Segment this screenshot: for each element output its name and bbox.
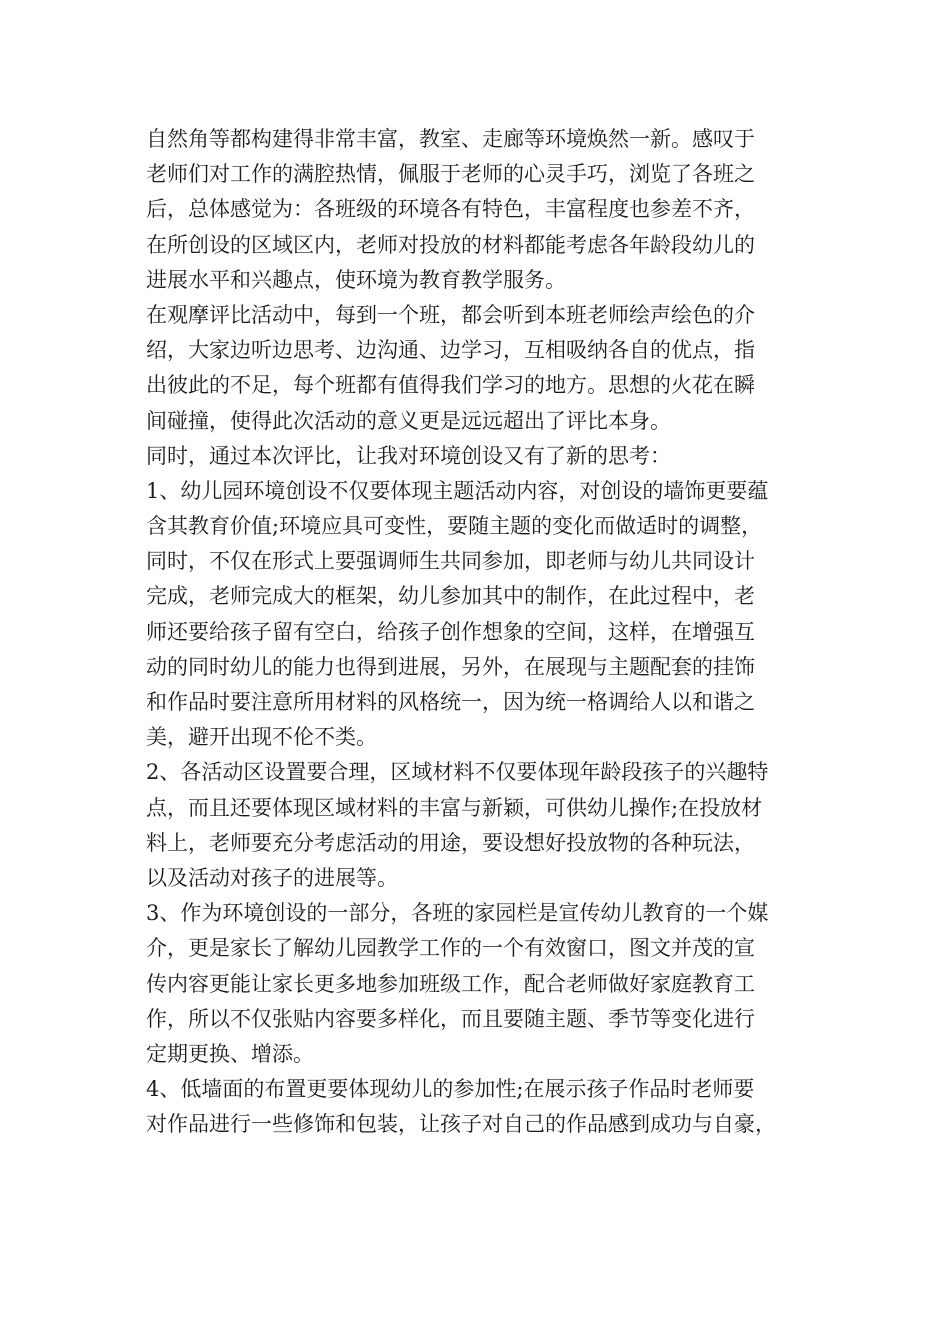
text-line: 出彼此的不足，每个班都有值得我们学习的地方。思想的火花在瞬 <box>146 373 755 398</box>
text-line: 在观摩评比活动中，每到一个班，都会听到本班老师绘声绘色的介 <box>146 302 755 327</box>
text-line: 进展水平和兴趣点，使环境为教育教学服务。 <box>146 267 566 292</box>
text-line: 4、低墙面的布置更要体现幼儿的参加性;在展示孩子作品时老师要 <box>146 1077 755 1102</box>
text-line: 以及活动对孩子的进展等。 <box>146 865 398 890</box>
text-line: 作，所以不仅张贴内容要多样化，而且要随主题、季节等变化进行 <box>146 1006 755 1031</box>
text-line: 料上，老师要充分考虑活动的用途，要设想好投放物的各种玩法， <box>146 830 755 855</box>
text-line: 1、幼儿园环境创设不仅要体现主题活动内容，对创设的墙饰更要蕴 <box>146 478 769 503</box>
text-line: 2、各活动区设置要合理，区域材料不仅要体现年龄段孩子的兴趣特 <box>146 760 769 785</box>
text-line: 定期更换、增添。 <box>146 1041 314 1066</box>
text-line: 对作品进行一些修饰和包装，让孩子对自己的作品感到成功与自豪， <box>146 1112 776 1137</box>
text-line: 间碰撞，使得此次活动的意义更是远远超出了评比本身。 <box>146 408 671 433</box>
text-line: 和作品时要注意所用材料的风格统一，因为统一格调给人以和谐之 <box>146 690 755 714</box>
text-line: 介，更是家长了解幼儿园教学工作的一个有效窗口，图文并茂的宣 <box>146 936 755 961</box>
text-line: 含其教育价值;环境应具可变性，要随主题的变化而做适时的调整， <box>146 514 763 539</box>
text-line: 3、作为环境创设的一部分，各班的家园栏是宣传幼儿教育的一个媒 <box>146 901 769 926</box>
text-line: 美，避开出现不伦不类。 <box>146 725 377 750</box>
text-line: 老师们对工作的满腔热情，佩服于老师的心灵手巧，浏览了各班之 <box>146 162 755 187</box>
text-line: 动的同时幼儿的能力也得到进展，另外，在展现与主题配套的挂饰 <box>146 654 755 679</box>
text-line: 后，总体感觉为：各班级的环境各有特色，丰富程度也参差不齐， <box>146 197 755 222</box>
text-line: 点，而且还要体现区域材料的丰富与新颖，可供幼儿操作;在投放材 <box>146 795 763 820</box>
text-line: 同时，不仅在形式上要强调师生共同参加，即老师与幼儿共同设计 <box>146 549 755 574</box>
text-line: 传内容更能让家长更多地参加班级工作，配合老师做好家庭教育工 <box>146 971 755 996</box>
text-line: 自然角等都构建得非常丰富，教室、走廊等环境焕然一新。感叹于 <box>146 127 755 151</box>
text-line: 师还要给孩子留有空白，给孩子创作想象的空间，这样，在增强互 <box>146 619 755 644</box>
body-text <box>146 122 836 1142</box>
text-line: 在所创设的区域区内，老师对投放的材料都能考虑各年龄段幼儿的 <box>146 232 755 257</box>
text-line: 同时，通过本次评比，让我对环境创设又有了新的思考： <box>146 443 671 468</box>
text-line: 完成，老师完成大的框架，幼儿参加其中的制作，在此过程中，老 <box>146 584 755 609</box>
text-line: 绍，大家边听边思考、边沟通、边学习，互相吸纳各自的优点，指 <box>146 338 755 363</box>
